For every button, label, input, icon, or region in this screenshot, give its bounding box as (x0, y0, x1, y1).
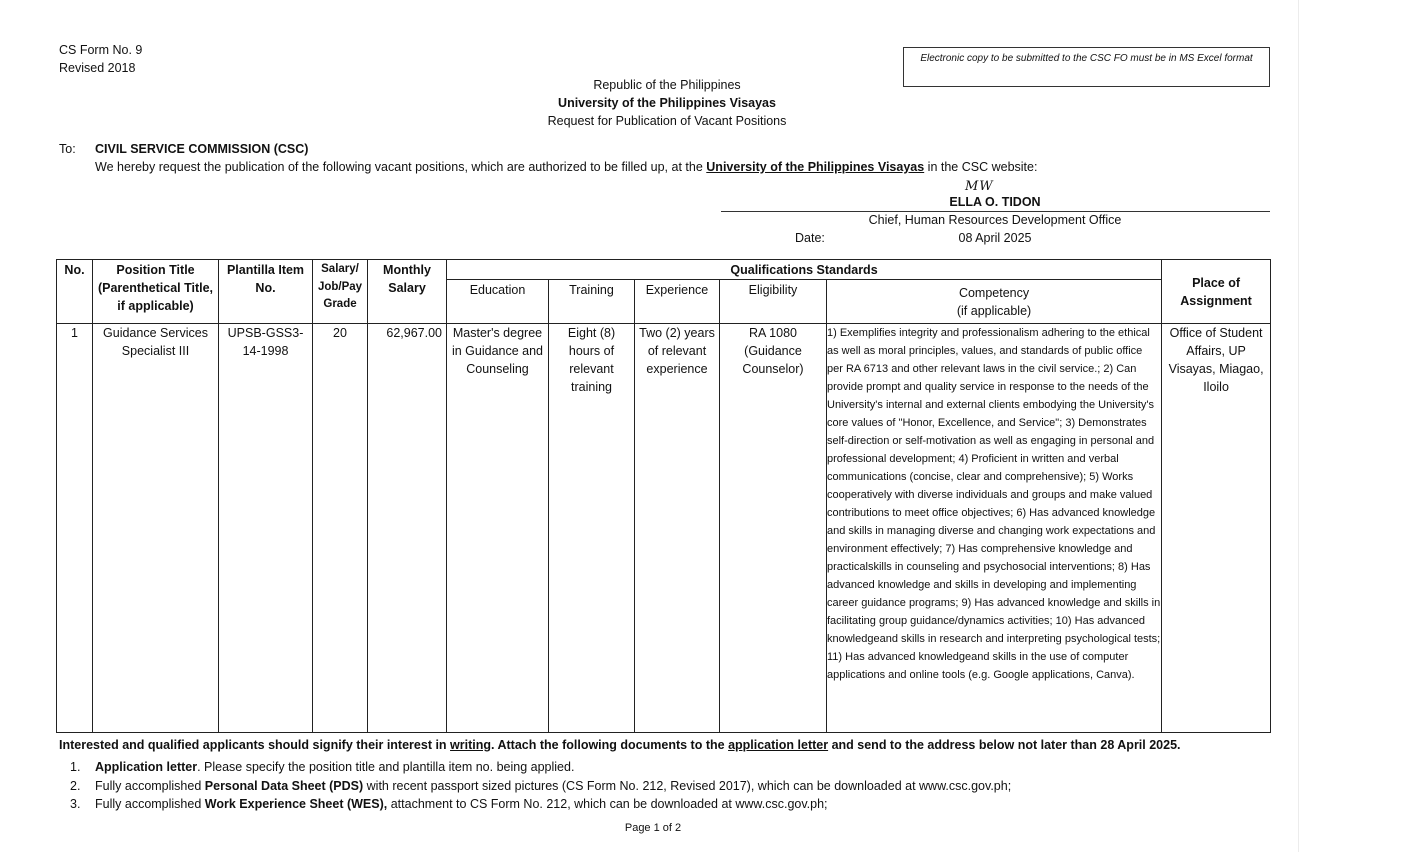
requirements-list (70, 758, 1011, 814)
date-value: 08 April 2025 (958, 231, 1032, 245)
list-item (70, 795, 1011, 814)
header-experience: Experience (635, 280, 720, 324)
signatory-name: ELLA O. TIDON (949, 195, 1041, 209)
header-competency-label: Competency (958, 286, 1030, 300)
row-no: 1 (57, 324, 93, 733)
row-salary-grade: 20 (313, 324, 368, 733)
page-number: Page 1 of 2 (624, 822, 682, 834)
row-experience: Two (2) years of relevant experience (635, 324, 720, 733)
requirement-text: with recent passport sized pictures (CS Form No. 212, Revised 2017), which can be downloaded at www.csc.gov.ph; (366, 778, 1012, 793)
header-training: Training (549, 280, 635, 324)
row-training: Eight (8) hours of relevant training (549, 324, 635, 733)
list-item (70, 758, 1011, 777)
list-item (70, 777, 1011, 796)
page-edge (1298, 0, 1299, 852)
requirement-text: attachment to CS Form No. 212, which can be downloaded at www.csc.gov.ph; (390, 797, 828, 811)
requirement-bold: Application letter (95, 760, 198, 774)
row-monthly-salary: 62,967.00 (368, 324, 447, 733)
header-competency (827, 280, 1162, 324)
header-position-title: Position Title (Parenthetical Title, if applicable) (93, 260, 219, 324)
header-competency-note: (if applicable) (956, 304, 1032, 318)
instructions-post: and send to the address below not later than 28 April 2025. (831, 738, 1181, 752)
header-salary-grade: Salary/ Job/Pay Grade (313, 260, 368, 324)
instructions-mid: . Attach the following documents to the (491, 738, 725, 752)
row-competency: 1) Exemplifies integrity and professionalism adhering to the ethical as well as moral principles, values, and standards of public office per RA 6713 and other relevant laws in the civil service.; 2) Can provide prompt and quality service in response to the needs of the University's internal and external clients embodying the University's core values of "Honor, Excellence, and Service"; 3) Demonstrates self-direction or self-motivation as well as engaging in personal and professional development; 4) Proficient in written and verbal communications (concise, clear and comprehensive); 5) Works cooperatively with diverse individuals and groups and make valued contributions to meet office objectives; 6) Has advanced knowledge and skills in managing diverse and changing work expectations and environment effectively; 7) Has comprehensive knowledge and practicalskills in counseling and psychosocial interventions; 8) Has advanced knowledge and skills in developing and implementing career guidance programs; 9) Has advanced knowledge and skills in facilitating group guidance/dynamics activities; 10) Has advanced knowledgeand skills in research and interpreting psychological tests; 11) Has advanced knowledgeand skills in the use of computer applications and online tools (e.g. Google applications, Canva). (827, 324, 1162, 733)
row-plantilla: UPSB-GSS3-14-1998 (219, 324, 313, 733)
request-pre: We hereby request the publication of the following vacant positions, which are authorized to be filled up, at the (95, 160, 703, 174)
requirement-bold: Work Experience Sheet (WES), (204, 797, 388, 811)
row-position-title: Guidance Services Specialist III (93, 324, 219, 733)
requirement-bold: Personal Data Sheet (PDS) (204, 778, 364, 793)
requirement-number: 2. (70, 778, 81, 793)
requirement-number: 1. (70, 760, 81, 774)
instructions-writing: writing (450, 738, 492, 752)
request-agency: University of the Philippines Visayas (706, 160, 925, 174)
header-plantilla: Plantilla Item No. (219, 260, 313, 324)
header-monthly-salary: Monthly Salary (368, 260, 447, 324)
header-republic: Republic of the Philippines (593, 78, 741, 92)
signature: MW (965, 179, 994, 194)
instructions-pre: Interested and qualified applicants should signify their interest in (59, 738, 447, 752)
header-eligibility: Eligibility (720, 280, 827, 324)
header-subtitle: Request for Publication of Vacant Positions (547, 114, 787, 128)
vacant-positions-table (56, 259, 1271, 733)
header-agency: University of the Philippines Visayas (558, 96, 776, 110)
header-education: Education (447, 280, 549, 324)
signatory-title: Chief, Human Resources Development Office (868, 213, 1122, 227)
instructions-application-letter: application letter (728, 738, 829, 752)
row-place: Office of Student Affairs, UP Visayas, Miagao, Iloilo (1162, 324, 1271, 733)
requirement-number: 3. (70, 797, 81, 811)
date-label: Date: (795, 231, 825, 245)
instructions (59, 738, 1181, 752)
to-label: To: (59, 142, 76, 156)
row-education: Master's degree in Guidance and Counseling (447, 324, 549, 733)
form-number: CS Form No. 9 (59, 43, 143, 57)
excel-format-notice: Electronic copy to be submitted to the CSC FO must be in MS Excel format (903, 47, 1270, 87)
header-no: No. (57, 260, 93, 324)
signature-line (721, 211, 1270, 212)
to-name: CIVIL SERVICE COMMISSION (CSC) (95, 142, 309, 156)
table-row (57, 324, 1271, 733)
requirement-text: . Please specify the position title and plantilla item no. being applied. (197, 760, 575, 774)
request-post: in the CSC website: (927, 160, 1038, 174)
requirement-pre: Fully accomplished (95, 797, 202, 811)
requirement-pre: Fully accomplished (95, 778, 202, 793)
header-qualifications: Qualifications Standards (447, 260, 1162, 280)
request-statement (95, 160, 1037, 174)
row-eligibility: RA 1080 (Guidance Counselor) (720, 324, 827, 733)
header-place: Place of Assignment (1162, 260, 1271, 324)
form-revision: Revised 2018 (59, 61, 136, 75)
